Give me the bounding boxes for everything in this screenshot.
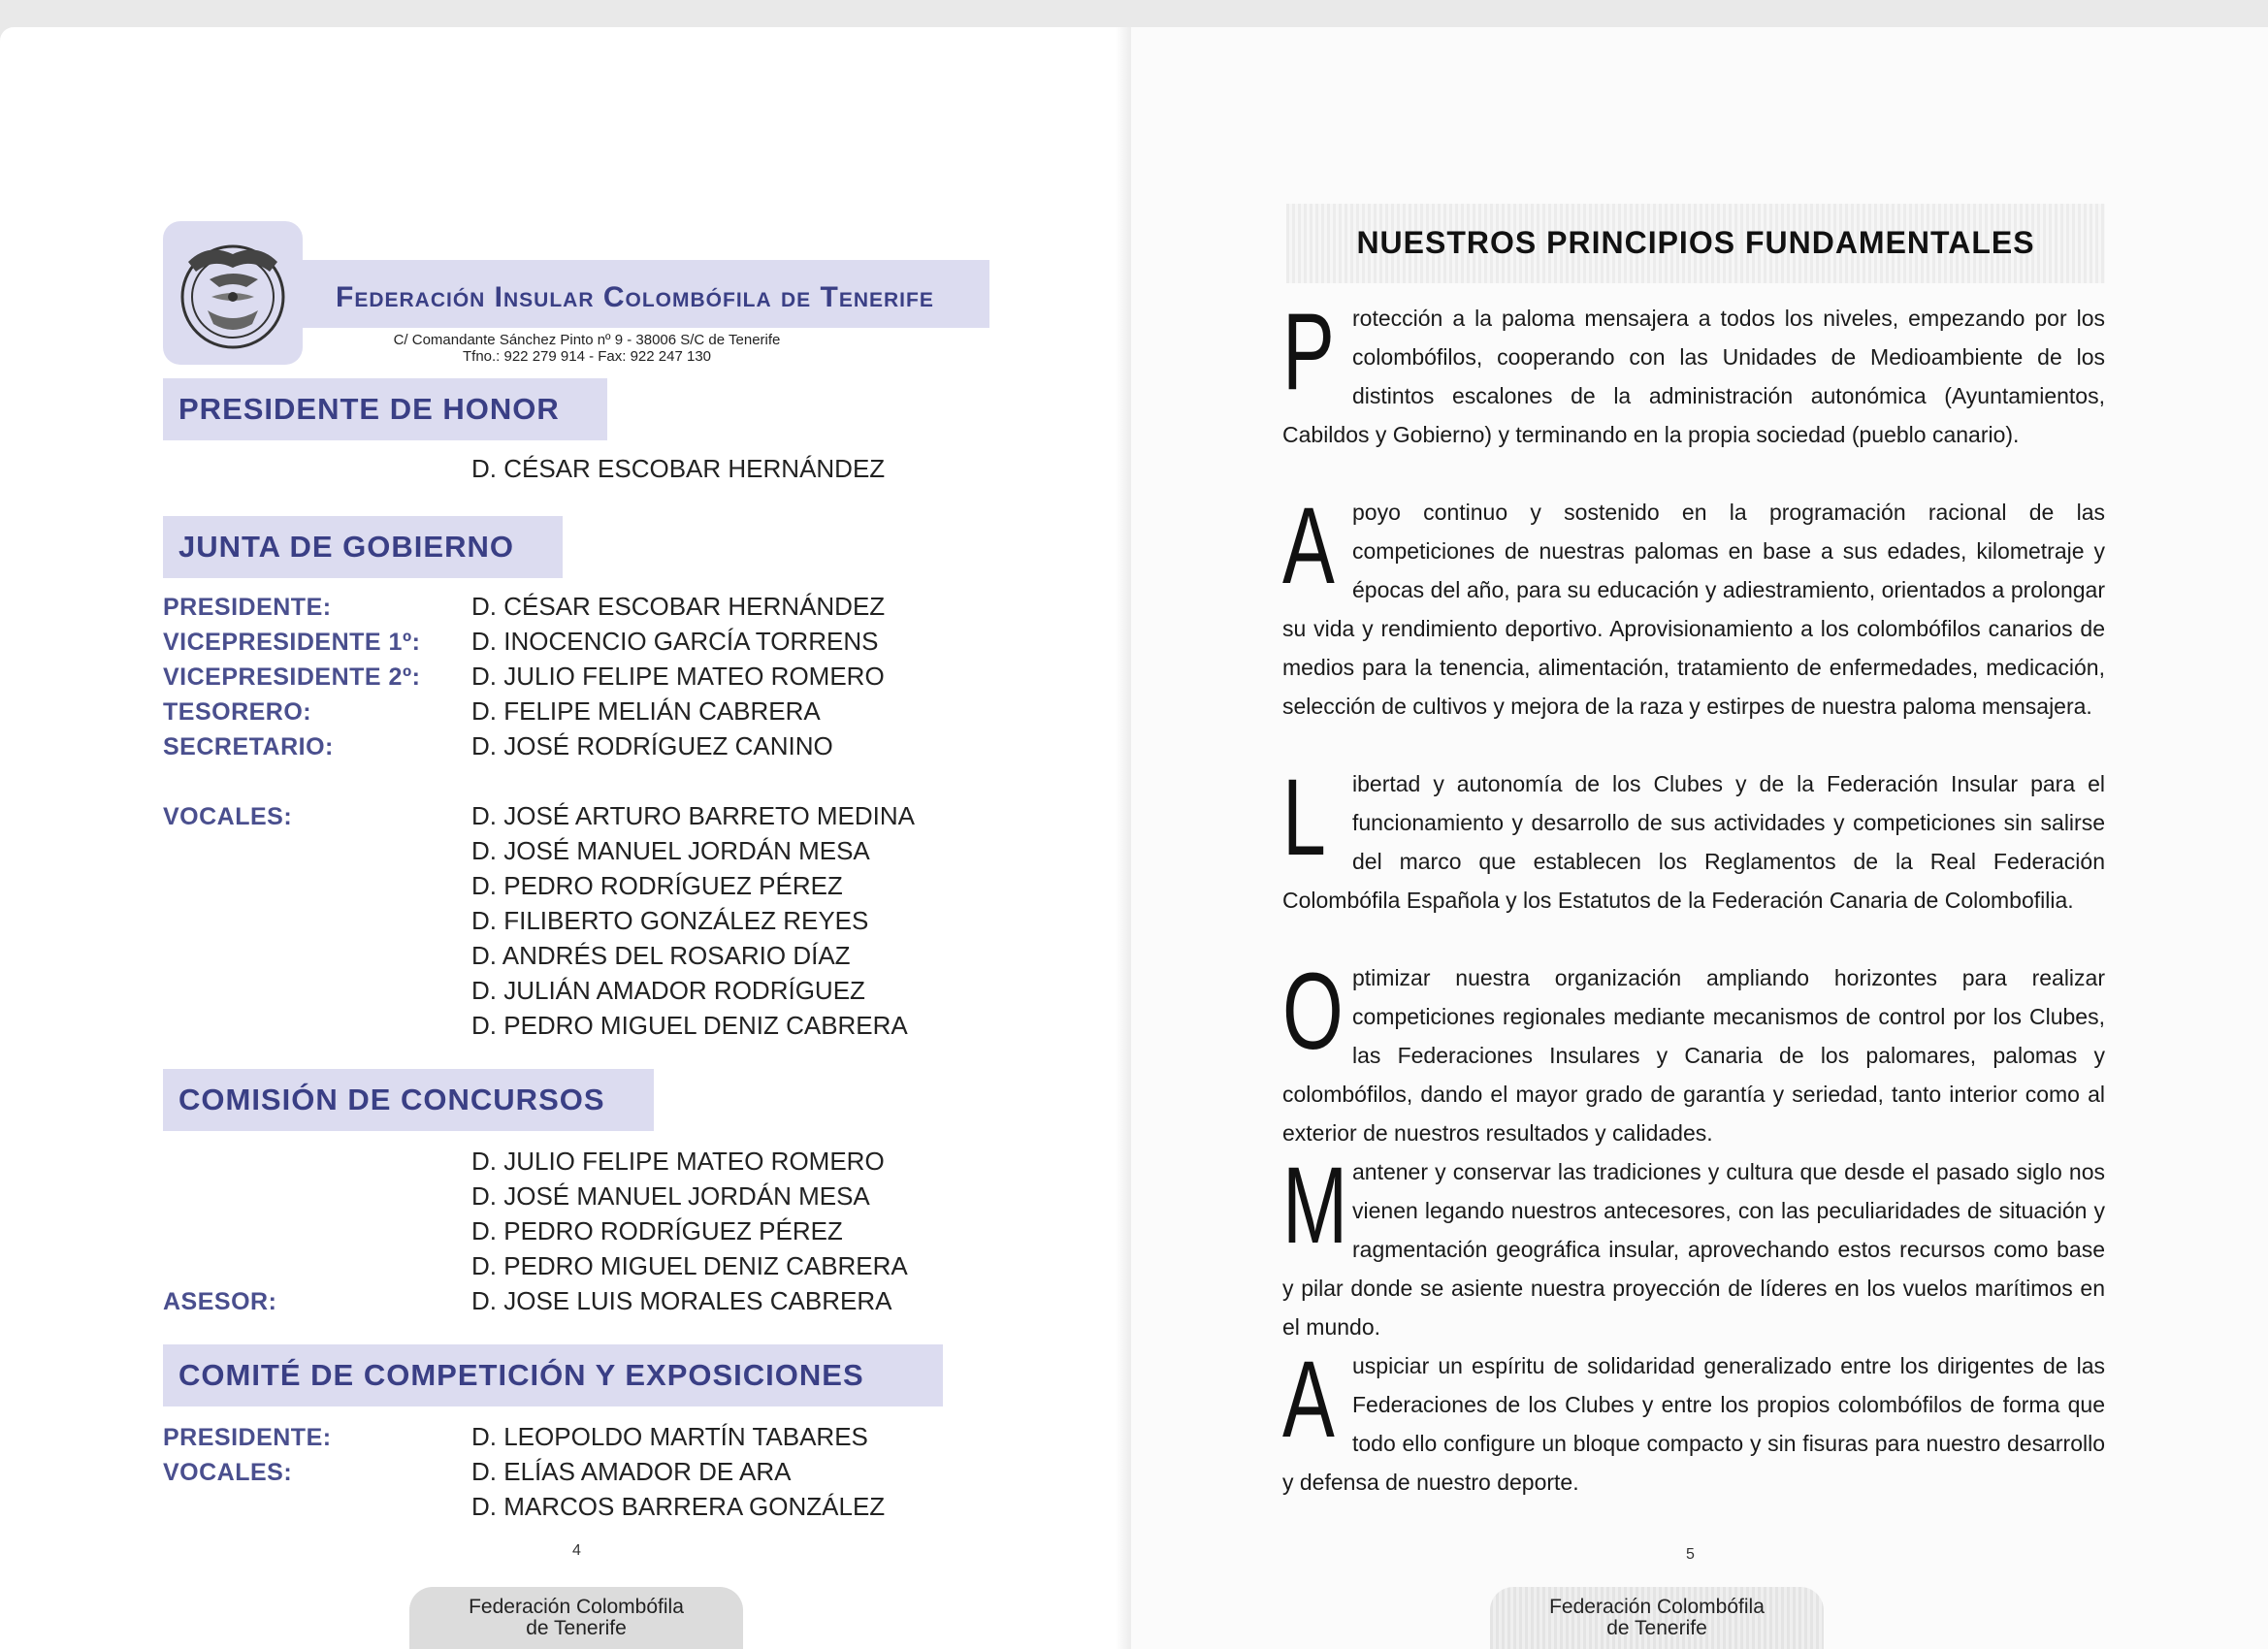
footer-line: Federación Colombófila (469, 1596, 684, 1618)
principle-paragraph (1282, 951, 2105, 1152)
drop-cap: P (1282, 291, 1335, 412)
role-label: TESORERO: (163, 698, 312, 726)
federation-logo (163, 221, 303, 365)
paragraph-text: rotección a la paloma mensajera a todos los niveles, empezando por los colombófilos, cooperando con las Unidades de Medioambiente de los distintos escalones de la administración autonómica (Ayuntamientos, Cabildos y Gobierno) y terminando en la propia sociedad (pueblo canario). (1282, 306, 2105, 447)
member-name: D. INOCENCIO GARCÍA TORRENS (471, 627, 879, 656)
paragraph-text: uspiciar un espíritu de solidaridad generalizado entre los dirigentes de las Federaciones de los Clubes y entre los propios colombófilos de forma que todo ello configure un bloque compacto y sin fisuras para nuestro desarrollo y defensa de nuestro deporte. (1282, 1353, 2105, 1495)
asesor-label: ASESOR: (163, 1288, 277, 1315)
member-name: D. CÉSAR ESCOBAR HERNÁNDEZ (471, 592, 886, 621)
principles-title: NUESTROS PRINCIPIOS FUNDAMENTALES (1356, 225, 2035, 260)
paragraph-text: ptimizar nuestra organización ampliando horizontes para realizar competiciones regionales mediante mecanismos de control por los Clubes, las Federaciones Insulares y Canaria de los palomares, palomas y colombófilos, dando el mayor grado de garantía y seriedad, tanto interior como al exterior de nuestros resultados y calidades. (1282, 965, 2105, 1146)
principle-paragraph (1282, 1145, 2105, 1346)
principle-paragraph (1282, 1339, 2105, 1502)
drop-cap: A (1282, 485, 1335, 606)
left-page (0, 27, 1131, 1649)
footer-line: de Tenerife (1606, 1617, 1707, 1639)
principle-paragraph (1282, 757, 2105, 920)
federation-address (359, 332, 815, 365)
role-label: VICEPRESIDENTE 1º: (163, 629, 421, 656)
commission-member-name: D. JULIO FELIPE MATEO ROMERO (471, 1147, 885, 1176)
member-name: D. JULIO FELIPE MATEO ROMERO (471, 662, 885, 691)
principle-paragraph (1282, 485, 2105, 726)
footer-tab (1490, 1587, 1824, 1649)
comite-presidente-label: PRESIDENTE: (163, 1424, 332, 1451)
address-line: C/ Comandante Sánchez Pinto nº 9 - 38006 S/C de Tenerife (393, 332, 781, 348)
comite-presidente-name: D. LEOPOLDO MARTÍN TABARES (471, 1422, 868, 1451)
paragraph-text: poyo continuo y sostenido en la programación racional de las competiciones de nuestras palomas en base a sus edades, kilometraje y épocas del año, para su educación y adiestramiento, orientados a prolongar su vida y rendimiento deportivo. Aprovisionamiento a los colombófilos canarios de medios para la tenencia, alimentación, tratamiento de enfermedades, medicación, selección de cultivos y mejora de la raza y estirpes de nuestra paloma mensajera. (1282, 500, 2105, 719)
role-label: VICEPRESIDENTE 2º: (163, 663, 421, 691)
drop-cap: M (1282, 1145, 1348, 1266)
comite-vocal-name: D. MARCOS BARRERA GONZÁLEZ (471, 1492, 886, 1521)
role-label: SECRETARIO: (163, 733, 334, 760)
member-name: D. FELIPE MELIÁN CABRERA (471, 696, 821, 726)
vocal-name: D. JULIÁN AMADOR RODRÍGUEZ (471, 976, 865, 1005)
federation-seal-icon (169, 229, 297, 357)
member-name: D. JOSÉ RODRÍGUEZ CANINO (471, 731, 833, 760)
vocal-name: D. PEDRO MIGUEL DENIZ CABRERA (471, 1011, 908, 1040)
commission-member-name: D. PEDRO RODRÍGUEZ PÉREZ (471, 1216, 843, 1245)
right-page (1131, 27, 2268, 1649)
comite-vocales-label: VOCALES: (163, 1459, 293, 1486)
vocales-label: VOCALES: (163, 803, 293, 830)
paragraph-text: antener y conservar las tradiciones y cultura que desde el pasado siglo nos vienen legando nuestros antecesores, con las peculiaridades de situación y ragmentación geográfica insular, aprovechando estos recursos como base y pilar donde se asiente nuestra proyección de líderes en los vuelos marítimos en el mundo. (1282, 1159, 2105, 1340)
section-comite-competicion (163, 1344, 943, 1406)
section-presidente-honor (163, 378, 607, 440)
vocal-name: D. JOSÉ ARTURO BARRETO MEDINA (471, 801, 916, 830)
drop-cap: O (1282, 951, 1344, 1072)
footer-tab (409, 1587, 743, 1649)
section-title: PRESIDENTE DE HONOR (178, 392, 560, 426)
page-number: 4 (572, 1542, 581, 1559)
principles-title-band (1286, 204, 2105, 283)
honorary-president-name: D. CÉSAR ESCOBAR HERNÁNDEZ (471, 454, 886, 483)
vocal-name: D. PEDRO RODRÍGUEZ PÉREZ (471, 871, 843, 900)
paragraph-text: ibertad y autonomía de los Clubes y de la Federación Insular para el funcionamiento y desarrollo de sus actividades y competiciones sin salirse del marco que establecen los Reglamentos de la Real Federación Colombófila Española y los Estatutos de la Federación Canaria de Colombofilia. (1282, 771, 2105, 913)
vocal-name: D. ANDRÉS DEL ROSARIO DÍAZ (471, 941, 851, 970)
section-junta-gobierno (163, 516, 563, 578)
role-label: PRESIDENTE: (163, 594, 332, 621)
drop-cap: L (1282, 757, 1326, 878)
footer-line: de Tenerife (526, 1617, 627, 1639)
page-number: 5 (1686, 1546, 1695, 1563)
commission-member-name: D. JOSÉ MANUEL JORDÁN MESA (471, 1181, 870, 1211)
phone-fax-line: Tfno.: 922 279 914 - Fax: 922 247 130 (462, 348, 712, 365)
asesor-name: D. JOSE LUIS MORALES CABRERA (471, 1286, 892, 1315)
comite-vocal-name: D. ELÍAS AMADOR DE ARA (471, 1457, 792, 1486)
section-comision-concursos (163, 1069, 654, 1131)
section-title: COMITÉ DE COMPETICIÓN Y EXPOSICIONES (178, 1358, 864, 1392)
drop-cap: A (1282, 1339, 1335, 1460)
section-title: JUNTA DE GOBIERNO (178, 530, 514, 564)
federation-title: Federación Insular Colombófila de Tenerife (336, 281, 934, 313)
principle-paragraph (1282, 291, 2105, 454)
commission-member-name: D. PEDRO MIGUEL DENIZ CABRERA (471, 1251, 908, 1280)
footer-line: Federación Colombófila (1549, 1596, 1765, 1618)
section-title: COMISIÓN DE CONCURSOS (178, 1083, 605, 1116)
vocal-name: D. FILIBERTO GONZÁLEZ REYES (471, 906, 869, 935)
vocal-name: D. JOSÉ MANUEL JORDÁN MESA (471, 836, 870, 865)
